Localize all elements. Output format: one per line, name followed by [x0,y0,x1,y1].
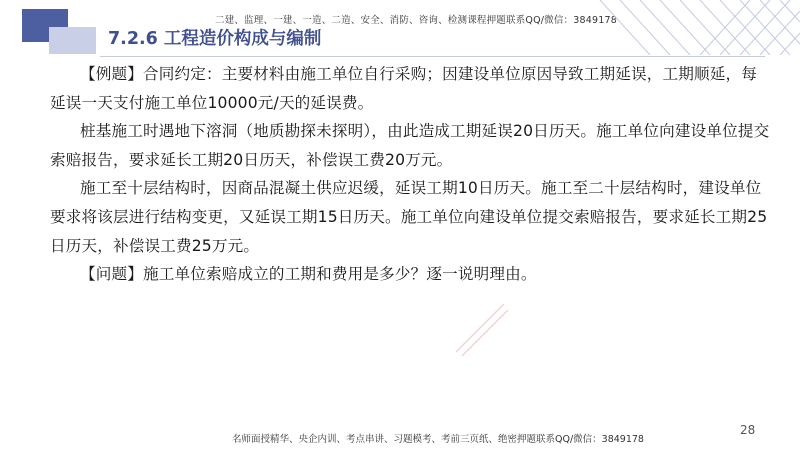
paragraph-structure-delay: 施工至十层结构时，因商品混凝土供应迟缓，延误工期10日历天。施工至二十层结构时，建设单位要求将该层进行结构变更，又延误工期15日历天。施工单位向建设单位提交索赔报告，要求延长工期25日历天，补偿误工费25万元。 [50,179,768,255]
paragraph-question: 【问题】施工单位索赔成立的工期和费用是多少？逐一说明理由。 [80,265,537,284]
question-content [50,60,770,289]
corner-line-decoration [570,0,800,55]
watermark-stamp [452,300,512,360]
page-number: 28 [740,423,756,437]
title-decor-square-light [49,27,96,54]
header-note: 二建、监理、一建、一造、二造、安全、消防、咨询、检测课程押题联系QQ/微信：3849178 [215,15,617,26]
footer-note: 名师面授精华、央企内训、考点串讲、习题模考、考前三页纸、绝密押题联系QQ/微信：3849178 [232,434,644,445]
title-underline [100,56,765,57]
paragraph-example: 【例题】合同约定：主要材料由施工单位自行采购；因建设单位原因导致工期延误，工期顺延，每延误一天支付施工单位10000元/天的延误费。 [50,65,757,112]
section-title: 7.2.6 工程造价构成与编制 [108,29,322,49]
paragraph-pile-foundation: 桩基施工时遇地下溶洞（地质勘探未探明），由此造成工期延误20日历天。施工单位向建设单位提交索赔报告，要求延长工期20日历天，补偿误工费20万元。 [50,122,770,169]
